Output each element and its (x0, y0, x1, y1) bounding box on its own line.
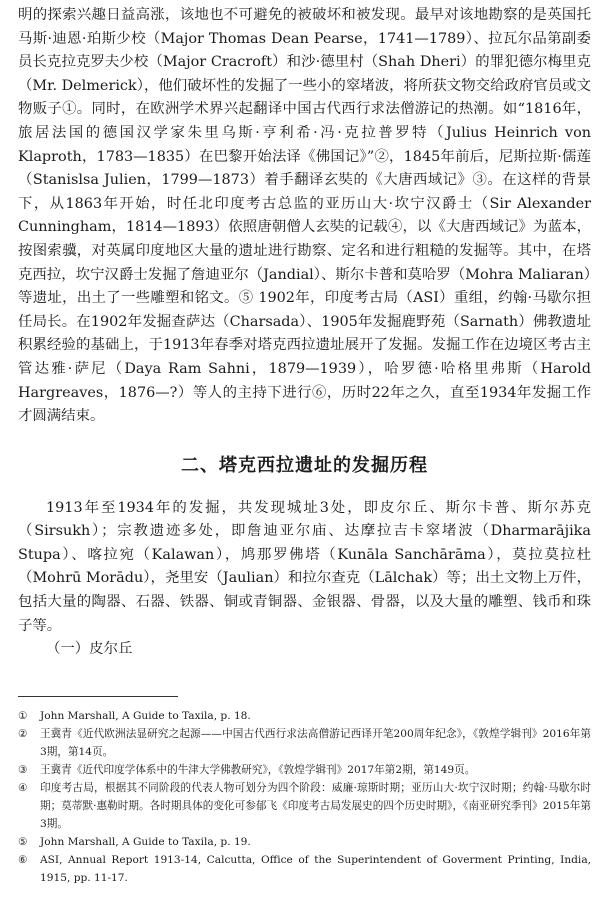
footnote-text: 王冀青《近代印度学体系中的牛津大学佛教研究》，《敦煌学辑刊》2017年第2期，第149页。 (40, 763, 476, 776)
footnote-number: ⑤ (18, 835, 28, 848)
footnote (18, 779, 591, 833)
footnote-divider (18, 696, 178, 697)
body-paragraph-2-text: 1913年至1934年的发掘，共发现城址3处，即皮尔丘、斯尔卡普、斯尔苏克（Sirsukh）；宗教遗迹多处，即詹迪亚尔庙、达摩拉吉卡窣堵波（Dharmarājika Stupa）、喀拉宛（Kalawan），鸠那罗佛塔（Kunāla Sanchārāma），莫拉莫拉杜（Mohrū Morādu），尧里安（Jaulian）和拉尔查克（Lālchak）等；出土文物上万件，包括大量的陶器、石器、铁器、铜或青铜器、金银器、骨器，以及大量的雕塑、钱币和珠子等。 (18, 499, 591, 634)
footnotes (18, 707, 591, 887)
footnote (18, 725, 591, 761)
footnote (18, 707, 591, 725)
footnote-text: John Marshall, A Guide to Taxila, p. 18. (40, 709, 251, 722)
footnote-number: ③ (18, 763, 28, 776)
body-paragraph-1: 明的探索兴趣日益高涨，该地也不可避免的被破坏和被发现。最早对该地勘察的是英国托马斯·迪恩·珀斯少校（Major Thomas Dean Pearse，1741—1789）、拉瓦尔品第副委员长克拉克罗夫少校（Major Cracroft）和沙·德里村（Shah Dheri）的罪犯德尔梅里克（Mr. Delmerick），他们破坏性的发掘了一些小的窣堵波，将所获文物交给政府官员或文物贩子①。同时，在欧洲学术界兴起翻译中国古代西行求法僧游记的热潮。如“1816年，旅居法国的德国汉学家朱里乌斯·亨利希·冯·克拉普罗特（Julius Heinrich von Klaproth，1783—1835）在巴黎开始法译《佛国记》”②，1845年前后，尼斯拉斯·儒莲（Stanislsa Julien，1799—1873）着手翻译玄奘的《大唐西域记》③。在这样的背景下，从1863年开始，时任北印度考古总监的亚历山大·坎宁汉爵士（Sir Alexander Cunningham，1814—1893）依照唐朝僧人玄奘的记载④，以《大唐西域记》为蓝本，按图索骥，对英属印度地区大量的遗址进行勘察、定名和进行粗糙的发掘等。其中，在塔克西拉，坎宁汉爵士发掘了詹迪亚尔（Jandial）、斯尔卡普和莫哈罗（Mohra Maliaran）等遗址，出土了一些雕塑和铭文。⑤ 1902年，印度考古局（ASI）重组，约翰·马歇尔担任局长。在1902年发掘查萨达（Charsada）、1905年发掘鹿野苑（Sarnath）佛教遗址积累经验的基础上，于1913年春季对塔克西拉遗址展开了发掘。发掘工作在边境区考古主管达雅·萨尼（Daya Ram Sahni，1879—1939），哈罗德·哈格里弗斯（Harold Hargreaves，1876—?）等人的主持下进行⑥，历时22年之久，直至1934年发掘工作才圆满结束。 (18, 7, 591, 425)
footnote-number: ⑥ (18, 853, 28, 866)
footnote-text: ASI, Annual Report 1913-14, Calcutta, Office of the Superintendent of Goverment Printing, India, 1915, pp. 11-17. (40, 853, 591, 884)
footnote (18, 851, 591, 887)
footnote-number: ① (18, 709, 28, 722)
subsection-heading: （一）皮尔丘 (46, 641, 133, 658)
footnote (18, 833, 591, 851)
footnote-number: ④ (18, 781, 28, 794)
footnote (18, 761, 591, 779)
footnote-text: 印度考古局，根据其不同阶段的代表人物可划分为四个阶段：威廉·琼斯时期；亚历山大·坎宁汉时期；约翰·马歇尔时期；莫蒂默·惠勒时期。各时期具体的变化可参郁飞《印度考古局发展史的四个历史时期》，《南亚研究季刊》2015年第3期。 (40, 781, 591, 830)
footnote-text: John Marshall, A Guide to Taxila, p. 19. (40, 835, 251, 848)
footnote-number: ② (18, 727, 28, 740)
section-heading: 二、塔克西拉遗址的发掘历程 (181, 454, 428, 476)
footnote-text: 王冀青《近代欧洲法显研究之起源——中国古代西行求法高僧游记西译开笔200周年纪念》，《敦煌学辑刊》2016年第3期，第14页。 (40, 727, 591, 758)
body-paragraph-2 (18, 497, 591, 639)
